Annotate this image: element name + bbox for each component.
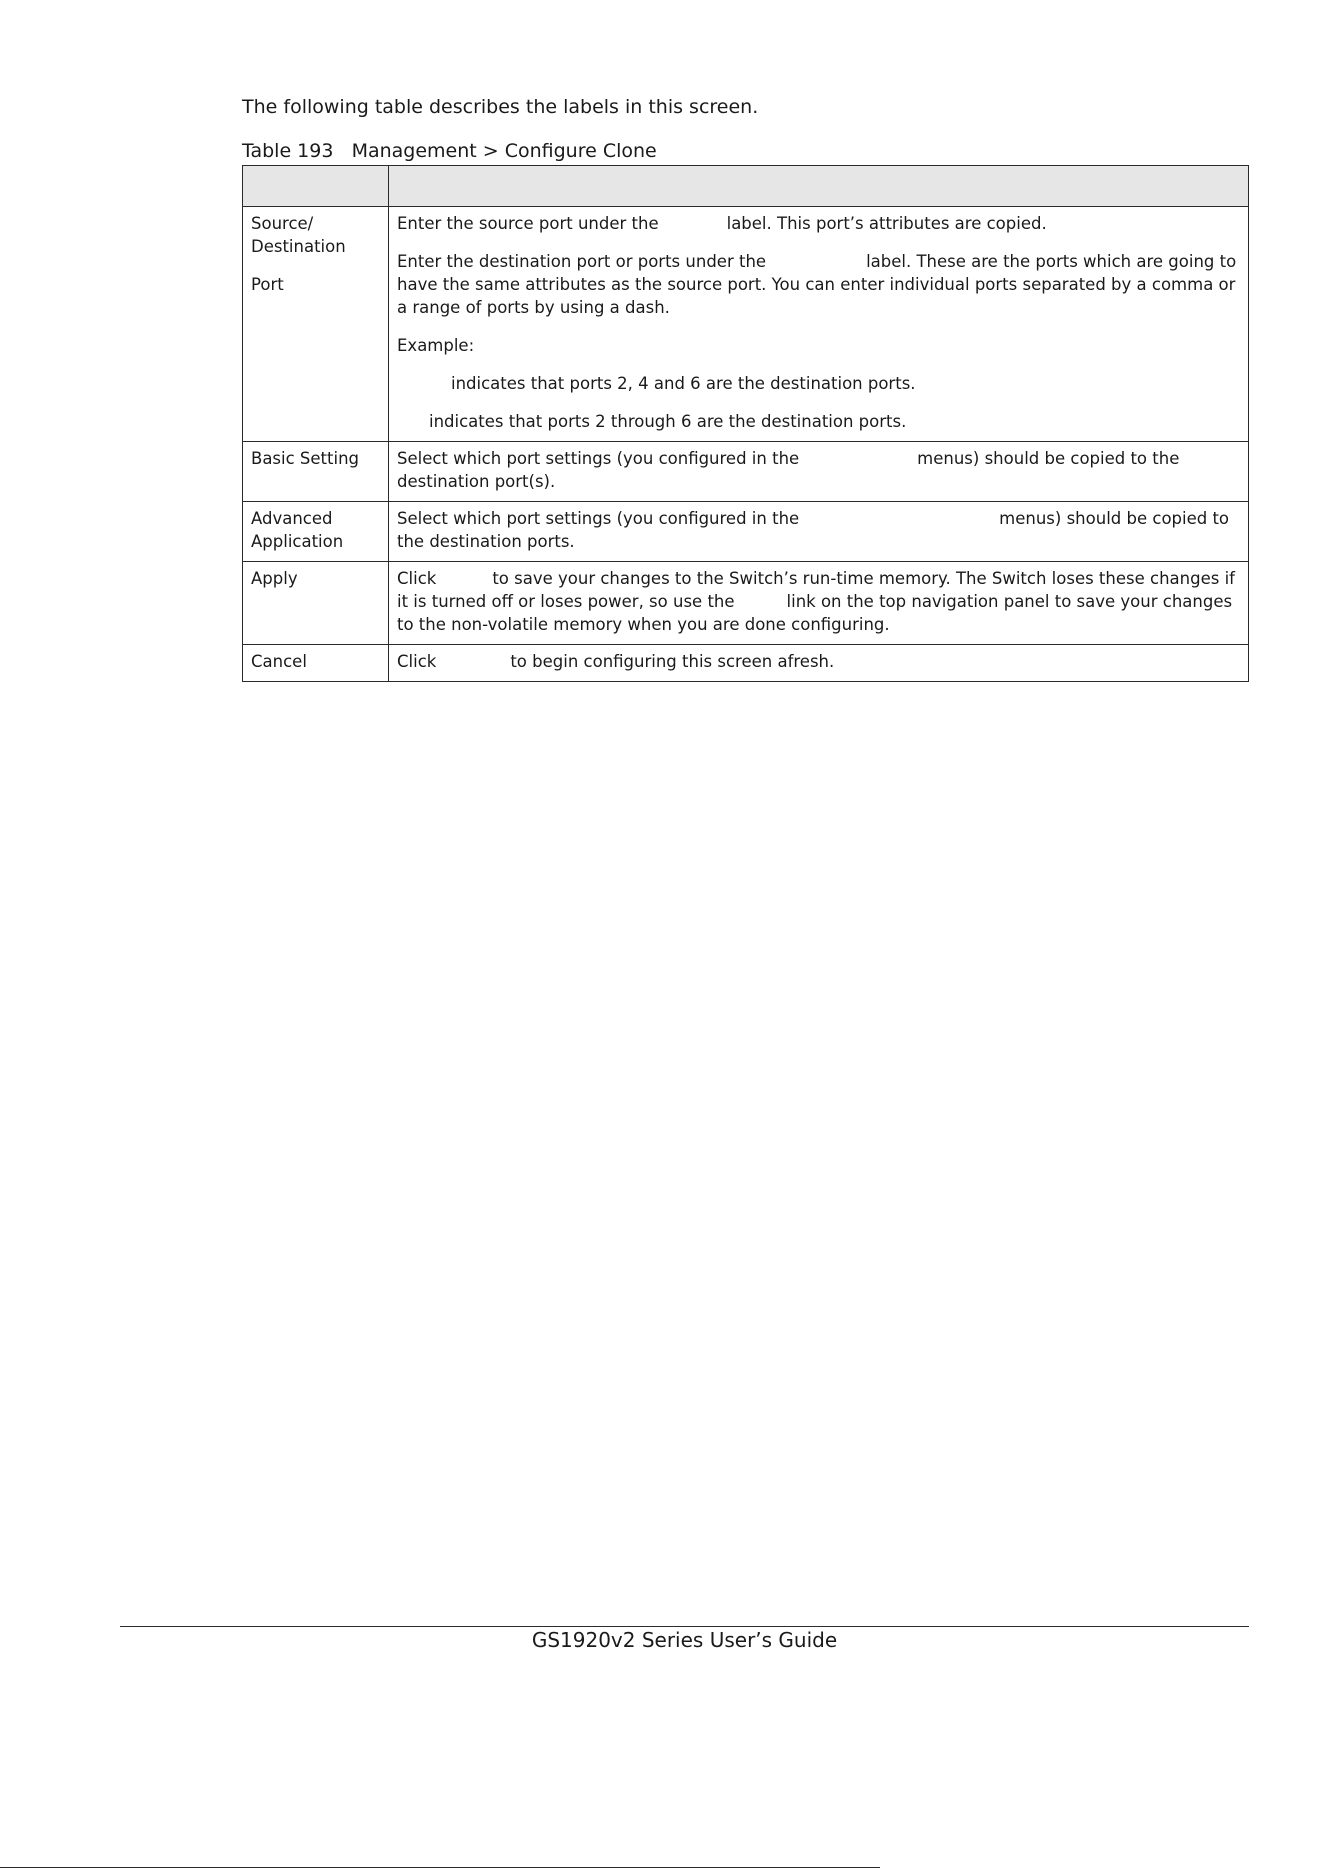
text-segment: label. These are the ports which are going to have the same attributes as the source port. You can enter individual ports separated by a comma or a range of ports by using a dash. xyxy=(397,252,1237,317)
row-label: Cancel xyxy=(243,645,389,682)
row-label-line: Application xyxy=(251,532,344,551)
text-segment: to save your changes to the Switch’s run-time memory. The Switch loses these changes if it is turned off or loses power, so use the xyxy=(397,569,1235,611)
table-number: Table 193 xyxy=(242,140,334,162)
text-segment: Select which port settings (you configured in the xyxy=(397,449,800,468)
destination-port-paragraph xyxy=(397,250,1240,319)
footer-guide-title: GS1920v2 Series User’s Guide xyxy=(531,1628,838,1652)
row-description xyxy=(389,562,1249,645)
example-line: indicates that ports 2, 4 and 6 are the destination ports. xyxy=(451,374,916,393)
header-label-cell xyxy=(243,166,389,207)
text-segment: Click xyxy=(397,652,437,671)
intro-text: The following table describes the labels in this screen. xyxy=(242,96,759,118)
footer-divider xyxy=(120,1626,1249,1627)
text-segment: Enter the source port under the xyxy=(397,214,659,233)
row-label-line: Port xyxy=(251,275,284,294)
example-line: indicates that ports 2 through 6 are the destination ports. xyxy=(429,412,907,431)
row-label xyxy=(243,502,389,562)
table-row-apply xyxy=(243,562,1249,645)
table-row-advanced-application xyxy=(243,502,1249,562)
text-segment: label. This port’s attributes are copied. xyxy=(726,214,1047,233)
text-segment: menus) should be copied to the destination port(s). xyxy=(397,449,1180,491)
row-label xyxy=(243,207,389,442)
example-heading: Example: xyxy=(397,336,475,355)
text-segment: Click xyxy=(397,569,437,588)
row-label-line: Source/ xyxy=(251,214,314,233)
text-segment: menus) should be copied to the destination ports. xyxy=(397,509,1230,551)
row-description xyxy=(389,207,1249,442)
table-row-source-destination-port xyxy=(243,207,1249,442)
text-segment: Select which port settings (you configured in the xyxy=(397,509,800,528)
row-label: Apply xyxy=(243,562,389,645)
row-label: Basic Setting xyxy=(243,442,389,502)
table-title: Management > Configure Clone xyxy=(351,140,657,162)
source-port-paragraph xyxy=(397,212,1240,235)
labels-table xyxy=(242,165,1249,682)
row-description xyxy=(389,442,1249,502)
header-description-cell xyxy=(389,166,1249,207)
row-description xyxy=(389,645,1249,682)
text-segment: Enter the destination port or ports under the xyxy=(397,252,767,271)
page-bottom-divider xyxy=(0,1867,880,1868)
row-description xyxy=(389,502,1249,562)
text-segment: link on the top navigation panel to save your changes to the non-volatile memory when you are done configuring. xyxy=(397,592,1233,634)
row-label-line: Destination xyxy=(251,237,346,256)
table-row-basic-setting xyxy=(243,442,1249,502)
table-caption xyxy=(242,140,657,162)
text-segment: to begin configuring this screen afresh. xyxy=(510,652,835,671)
row-label-line: Advanced xyxy=(251,509,333,528)
table-header-row xyxy=(243,166,1249,207)
table-row-cancel xyxy=(243,645,1249,682)
